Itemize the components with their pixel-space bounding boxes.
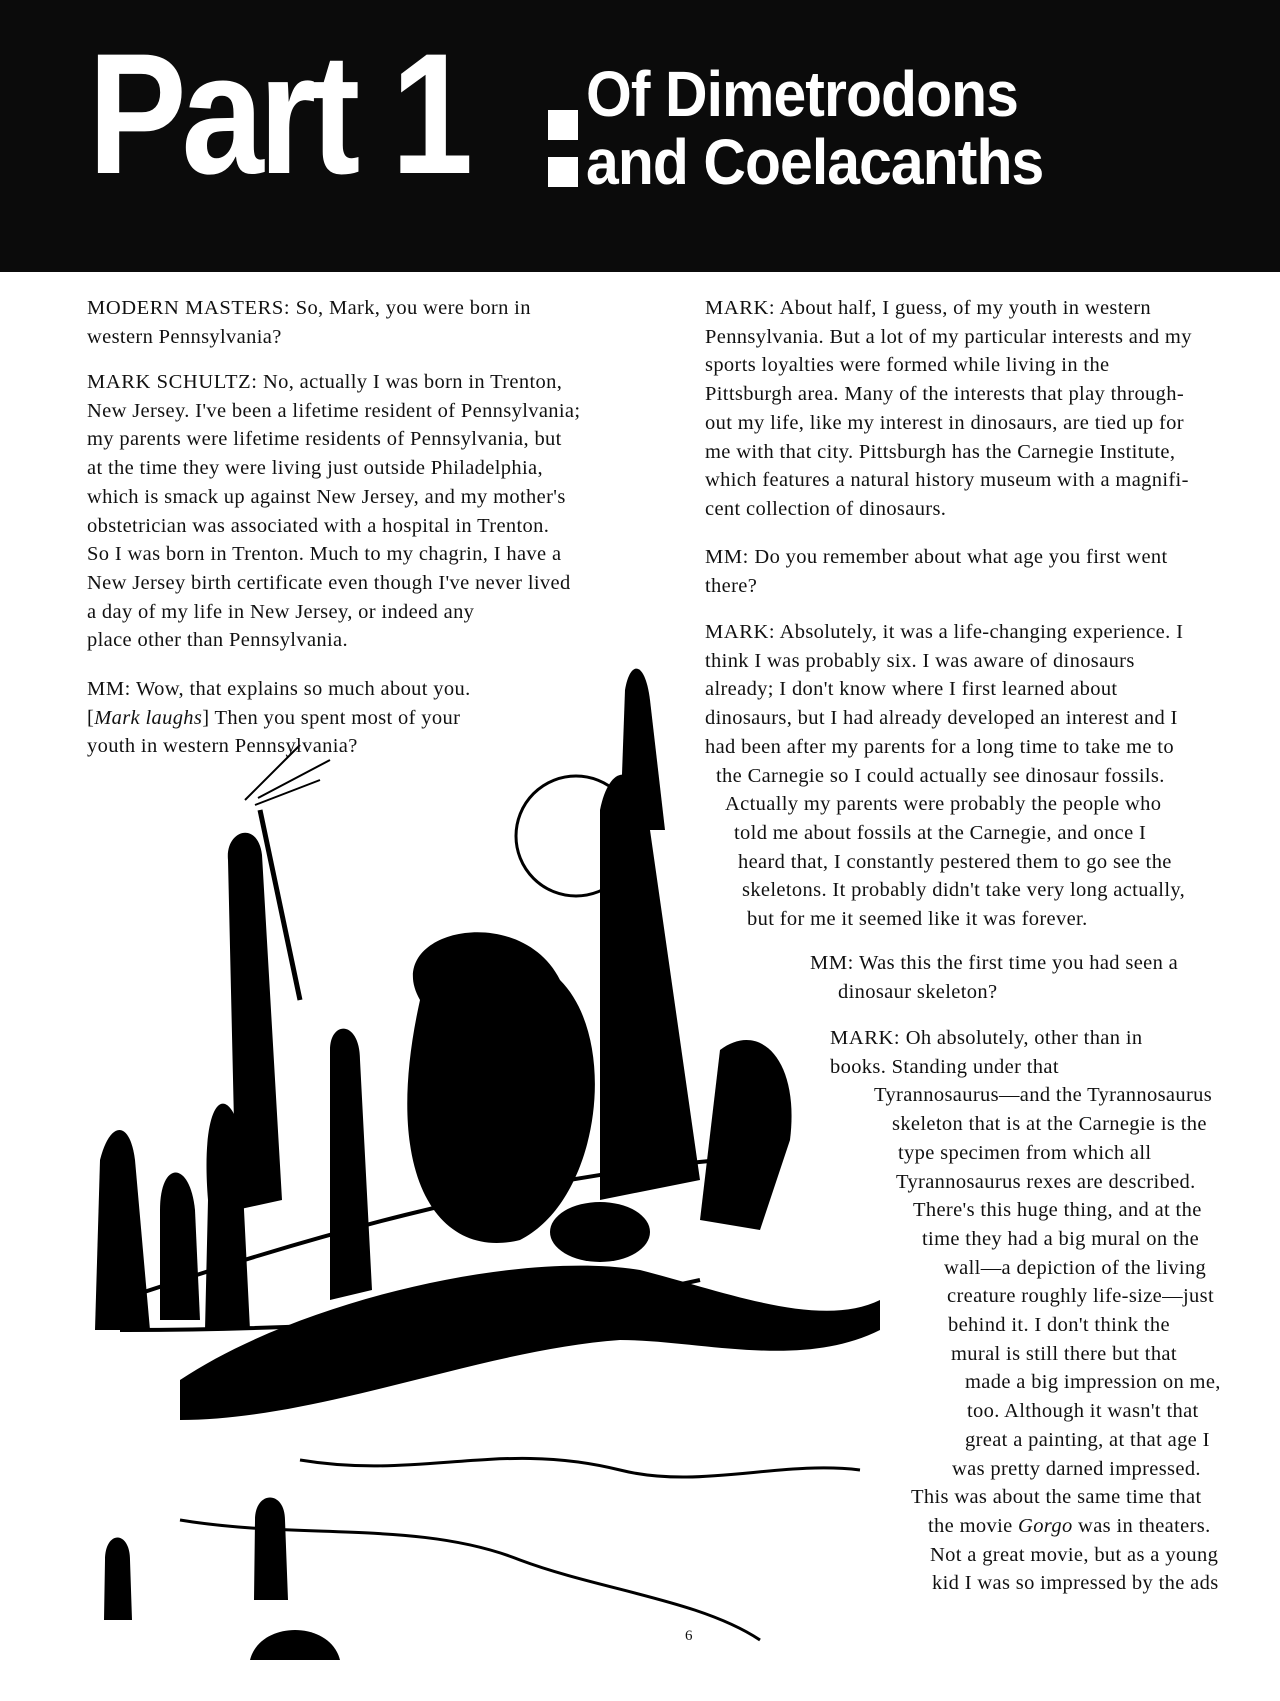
text-line [705,733,1185,762]
text-segment: Absolutely, it was a life-changing experience. I [775,621,1184,643]
text-line [87,425,580,454]
interview-paragraph [87,675,471,761]
text-segment: So, Mark, you were born in [290,297,531,319]
text-line [810,978,1178,1007]
text-segment: Was this the first time you had seen a [853,952,1179,974]
speaker-label: MARK: [705,297,776,319]
text-segment: me with that city. Pittsburgh has the Carnegie Institute, [705,440,1176,463]
lizard-head [550,1202,650,1262]
text-line [705,790,1185,819]
text-segment: creature roughly life-size—just [947,1285,1214,1308]
text-line [830,1168,1221,1197]
text-line [830,1569,1221,1598]
text-line [87,397,580,426]
text-segment: dinosaurs, but I had already developed an interest and I [705,707,1178,730]
text-line [830,1110,1221,1139]
text-line [830,1426,1221,1455]
text-segment: western Pennsylvania? [87,325,282,348]
interview-paragraph [705,294,1192,524]
text-line [830,1340,1221,1369]
text-line [830,1139,1221,1168]
text-segment: made a big impression on me, [965,1371,1221,1394]
text-line [830,1483,1221,1512]
tall-plant-center [600,775,700,1200]
dark-bush [407,932,595,1243]
subtitle-line-2: and Coelacanths [586,126,1044,198]
text-line [705,351,1192,380]
text-segment: youth in western Pennsylvania? [87,735,358,758]
text-line [87,512,580,541]
text-line [705,380,1192,409]
text-segment: the Carnegie so I could actually see dinosaur fossils. [716,764,1165,787]
text-line [830,1081,1221,1110]
text-segment: great a painting, at that age I [965,1428,1210,1451]
text-segment: which is smack up against New Jersey, and my mother's [87,485,566,508]
speaker-label: MM: [810,952,854,974]
text-segment: there? [705,574,758,597]
speaker-label: MARK: [830,1027,901,1049]
text-line [830,1455,1221,1484]
text-segment: sports loyalties were formed while living in the [705,354,1110,377]
text-line [87,626,580,655]
text-line [705,819,1185,848]
text-segment: skeletons. It probably didn't take very long actually, [742,879,1186,902]
text-segment: the movie [928,1514,1019,1537]
text-line [87,569,580,598]
text-line [830,1024,1221,1053]
text-segment: skeleton that is at the Carnegie is the [892,1113,1207,1136]
text-segment: Oh absolutely, other than in [900,1027,1143,1049]
text-line [87,704,471,733]
text-line [87,598,580,627]
text-line [705,495,1192,524]
text-segment: out my life, like my interest in dinosaurs, are tied up for [705,411,1184,434]
text-line [705,572,1168,601]
interview-paragraph [705,543,1168,600]
text-segment: Actually my parents were probably the people who [725,793,1162,816]
text-segment: ] Then you spent most of your [202,706,461,729]
subtitle-line-1: Of Dimetrodons [586,58,1018,130]
text-line [705,647,1185,676]
text-line [830,1225,1221,1254]
text-line [705,294,1192,323]
text-line [830,1254,1221,1283]
text-segment: Pennsylvania. But a lot of my particular interests and my [705,325,1192,348]
text-segment: but for me it seemed like it was forever. [747,908,1088,931]
text-segment: Pittsburgh area. Many of the interests that play through- [705,383,1185,406]
text-segment: No, actually I was born in Trenton, [257,371,563,393]
text-segment: had been after my parents for a long time to take me to [705,735,1174,758]
text-segment: mural is still there but that [951,1342,1177,1365]
text-segment: Tyrannosaurus—and the Tyrannosaurus [874,1084,1213,1107]
interview-paragraph [87,368,580,655]
italic-text: Mark laughs [94,706,203,729]
text-line [705,848,1185,877]
text-line [87,732,471,761]
text-segment: place other than Pennsylvania. [87,629,348,652]
text-line [87,540,580,569]
text-line [705,704,1185,733]
text-segment: think I was probably six. I was aware of dinosaurs [705,649,1135,672]
speaker-label: MM: [705,546,749,568]
interview-paragraph [87,294,531,351]
text-line [705,409,1192,438]
text-segment: a day of my life in New Jersey, or indeed any [87,600,475,623]
text-line [705,323,1192,352]
text-line [705,762,1185,791]
text-segment: obstetrician was associated with a hospital in Trenton. [87,514,550,537]
text-line [810,949,1178,978]
text-line [705,543,1168,572]
text-segment: Tyrannosaurus rexes are described. [896,1170,1196,1193]
text-segment: New Jersey. I've been a lifetime resident of Pennsylvania; [87,399,581,422]
text-line [87,675,471,704]
text-line [87,368,580,397]
interview-paragraph [830,1024,1221,1598]
text-segment: dinosaur skeleton? [838,980,998,1003]
text-line [705,438,1192,467]
text-line [830,1512,1221,1541]
text-line [87,454,580,483]
interview-paragraph [705,618,1185,934]
text-line [830,1397,1221,1426]
text-segment: Not a great movie, but as a young [930,1543,1219,1566]
text-segment: books. Standing under that [830,1055,1059,1078]
text-segment: This was about the same time that [911,1486,1202,1509]
text-segment: kid I was so impressed by the ads [932,1572,1219,1595]
text-segment: cent collection of dinosaurs. [705,497,947,520]
text-line [87,323,531,352]
text-line [830,1541,1221,1570]
text-line [705,876,1185,905]
text-segment: wall—a depiction of the living [944,1256,1207,1279]
text-segment: behind it. I don't think the [948,1314,1170,1337]
text-line [705,675,1185,704]
lizard-body [180,1266,880,1420]
text-segment: was in theaters. [1072,1514,1211,1537]
speaker-label: MM: [87,678,131,700]
text-segment: [ [87,706,95,729]
part-heading: Part 1 [88,18,469,210]
speaker-label: MARK SCHULTZ: [87,371,258,393]
speaker-label: MARK: [705,621,776,643]
text-segment: There's this huge thing, and at the [913,1199,1202,1222]
text-line [830,1311,1221,1340]
text-line [705,905,1185,934]
text-line [87,294,531,323]
text-segment: at the time they were living just outside Philadelphia, [87,457,543,480]
text-segment: too. Although it wasn't that [967,1400,1199,1423]
text-line [87,483,580,512]
interview-paragraph [810,949,1178,1006]
page-number: 6 [685,1628,693,1644]
text-segment: New Jersey birth certificate even though I've never lived [87,571,571,594]
text-line [830,1053,1221,1082]
text-segment: which features a natural history museum with a magnifi- [705,469,1189,492]
text-segment: Do you remember about what age you first went [748,546,1168,568]
text-segment: Wow, that explains so much about you. [130,678,471,700]
text-line [705,466,1192,495]
text-segment: already; I don't know where I first learned about [705,678,1118,701]
text-segment: About half, I guess, of my youth in western [775,297,1152,319]
text-segment: told me about fossils at the Carnegie, and once I [734,821,1147,844]
text-segment: heard that, I constantly pestered them to go see the [738,850,1172,873]
text-segment: time they had a big mural on the [922,1227,1200,1250]
text-line [705,618,1185,647]
text-segment: type specimen from which all [898,1141,1152,1164]
italic-text: Gorgo [1018,1514,1073,1537]
text-line [830,1282,1221,1311]
text-line [830,1368,1221,1397]
text-segment: was pretty darned impressed. [952,1457,1201,1480]
text-segment: my parents were lifetime residents of Pennsylvania, but [87,428,562,451]
text-segment: So I was born in Trenton. Much to my chagrin, I have a [87,543,562,566]
speaker-label: MODERN MASTERS: [87,297,291,319]
text-line [830,1196,1221,1225]
